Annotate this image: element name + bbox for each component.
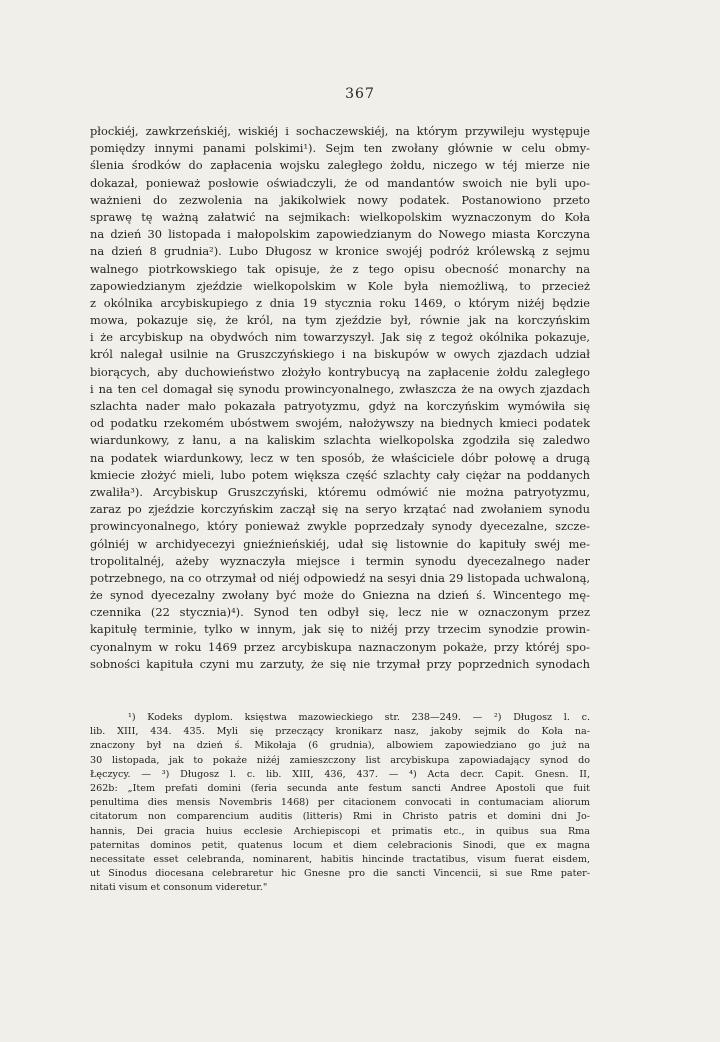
footnote-line: ut Sinodus diocesana celebraretur hic Gnesne pro die sancti Vincencii, si sue Rme pater- (90, 868, 590, 880)
footnote-line: necessitate esset celebranda, nominarent, habitis hincinde tractatibus, visum fuerat eisdem, (90, 853, 590, 865)
footnote-line: nitati visum et consonum videretur." (90, 882, 268, 894)
main-text (90, 123, 590, 673)
text-line: pomiędzy innymi panami polskimi¹). Sejm ten zwołany głównie w celu obmy- (90, 141, 590, 156)
footnote-line: ¹) Kodeks dyplom. księstwa mazowieckiego str. 238—249. — ²) Długosz l. c. (128, 712, 590, 723)
text-line: na podatek wiardunkowy, lecz w ten sposób, że właściciele dóbr połowę a drugą (90, 450, 590, 465)
text-line: płockiéj, zawkrzeńskiéj, wiskiéj i sochaczewskiéj, na którym przywileju występuje (90, 124, 590, 138)
text-line: mowa, pokazuje się, że król, na tym zjeździe był, równie jak na korczyńskim (90, 313, 590, 328)
text-line: na dzień 8 grudnia²). Lubo Długosz w kronice swojéj podróż królewską z sejmu (90, 244, 590, 259)
text-line: ślenia środków do zapłacenia wojsku zaległego żołdu, niczego w téj mierze nie (90, 158, 590, 173)
text-line: sprawę tę ważną załatwić na sejmikach: wielkopolskim wyznaczonym do Koła (90, 209, 590, 224)
text-line: wiardunkowy, z łanu, a na kaliskim szlachta wielkopolska zgodziła się zaledwo (90, 433, 590, 448)
text-line: zwaliła³). Arcybiskup Gruszczyński, któremu odmówić nie można patryotyzmu, (90, 484, 590, 499)
text-line: potrzebnego, na co otrzymał od niéj odpowiedź na sesyi dnia 29 listopada uchwaloną, (90, 570, 590, 585)
footnote-line: hannis, Dei gracia huius ecclesie Archiepiscopi et primatis etc., in quibus sua Rma (90, 825, 590, 837)
text-line: biorących, aby duchowieństwo złożyło kontrybucyą na zapłacenie żołdu zaległego (90, 364, 590, 379)
text-line: dokazał, ponieważ posłowie oświadczyli, że od mandantów swoich nie byli upo- (90, 175, 590, 190)
text-line: kmiecie złożyć mieli, lubo potem większa część szlachty cały ciężar na poddanych (90, 467, 590, 482)
text-line: z okólnika arcybiskupiego z dnia 19 stycznia roku 1469, o którym niżéj będzie (90, 295, 590, 310)
footnote-line: citatorum non comparencium auditis (litteris) Rmi in Christo patris et domini dni Jo- (90, 811, 590, 823)
footnote-line: Łęczycy. — ³) Długosz l. c. lib. XIII, 436, 437. — ⁴) Acta decr. Capit. Gnesn. II, (90, 768, 590, 780)
text-line: król nalegał usilnie na Gruszczyńskiego i na biskupów w owych zjazdach udział (90, 347, 590, 362)
text-line: sobności kapituła czyni mu zarzuty, że się nie trzymał przy poprzednich synodach (90, 656, 590, 671)
text-line: na dzień 30 listopada i małopolskim zapowiedzianym do Nowego miasta Korczyna (90, 227, 590, 242)
page-number: 367 (345, 86, 375, 102)
text-line: że synod dyecezalny zwołany być może do Gniezna na dzień ś. Wincentego mę- (90, 588, 590, 603)
text-line: od podatku rzekomém ubóstwem swojém, nałożywszy na biednych kmieci podatek (90, 416, 590, 431)
text-line: i na ten cel domagał się synodu prowincyonalnego, zwłaszcza że na owych zjazdach (90, 381, 590, 396)
text-line: czennika (22 stycznia)⁴). Synod ten odbył się, lecz nie w oznaczonym przez (90, 605, 590, 620)
text-line: prowincyonalnego, który ponieważ zwykle poprzedzały synody dyecezalne, szcze- (90, 519, 590, 534)
text-line: i że arcybiskup na obydwóch nim towarzyszył. Jak się z tegoż okólnika pokazuje, (90, 330, 590, 345)
text-line: szlachta nader mało pokazała patryotyzmu, gdyż na korczyńskim wymówiła się (90, 399, 590, 413)
footnote-line: znaczony był na dzień ś. Mikołaja (6 grudnia), albowiem zapowiedziano go już na (90, 740, 590, 752)
footnote-line: lib. XIII, 434. 435. Myli się przeczący kronikarz nasz, jakoby sejmik do Koła na- (90, 726, 590, 738)
text-line: tropolitalnéj, ażeby wyznaczyła miejsce i termin synodu dyecezalnego nader (90, 553, 590, 568)
footnote-line: penultima dies mensis Novembris 1468) per citacionem convocati in contumaciam aliorum (90, 797, 590, 809)
text-line: kapitułę terminie, tylko w innym, jak się to niżéj przy trzecim synodzie prowin- (90, 622, 590, 637)
text-line: cyonalnym w roku 1469 przez arcybiskupa naznaczonym pokaże, przy któréj spo- (90, 639, 590, 654)
text-line: ważnieni do zezwolenia na jakikolwiek nowy podatek. Postanowiono przeto (90, 192, 590, 207)
footnotes (90, 711, 590, 895)
text-line: zapowiedzianym zjeździe wielkopolskim w Kole była niemożliwą, to przecież (90, 278, 590, 293)
footnote-line: 30 listopada, jak to pokaże niżéj zamieszczony list arcybiskupa zapowiadający synod do (90, 754, 590, 766)
footnote-line: paternitas dominos petit, quatenus locum et diem celebracionis Sinodi, que ex magna (90, 839, 590, 851)
text-line: zaraz po zjeździe korczyńskim zaczął się na seryo krzątać nad zwołaniem synodu (90, 502, 590, 517)
text-line: walnego piotrkowskiego tak opisuje, że z tego opisu obecność monarchy na (90, 261, 590, 276)
text-line: gólniéj w archidyecezyi gnieźnieńskiéj, udał się listownie do kapituły swéj me- (90, 536, 590, 551)
footnote-line: 262b: „Item prefati domini (feria secunda ante festum sancti Andree Apostoli que fuit (90, 782, 590, 794)
